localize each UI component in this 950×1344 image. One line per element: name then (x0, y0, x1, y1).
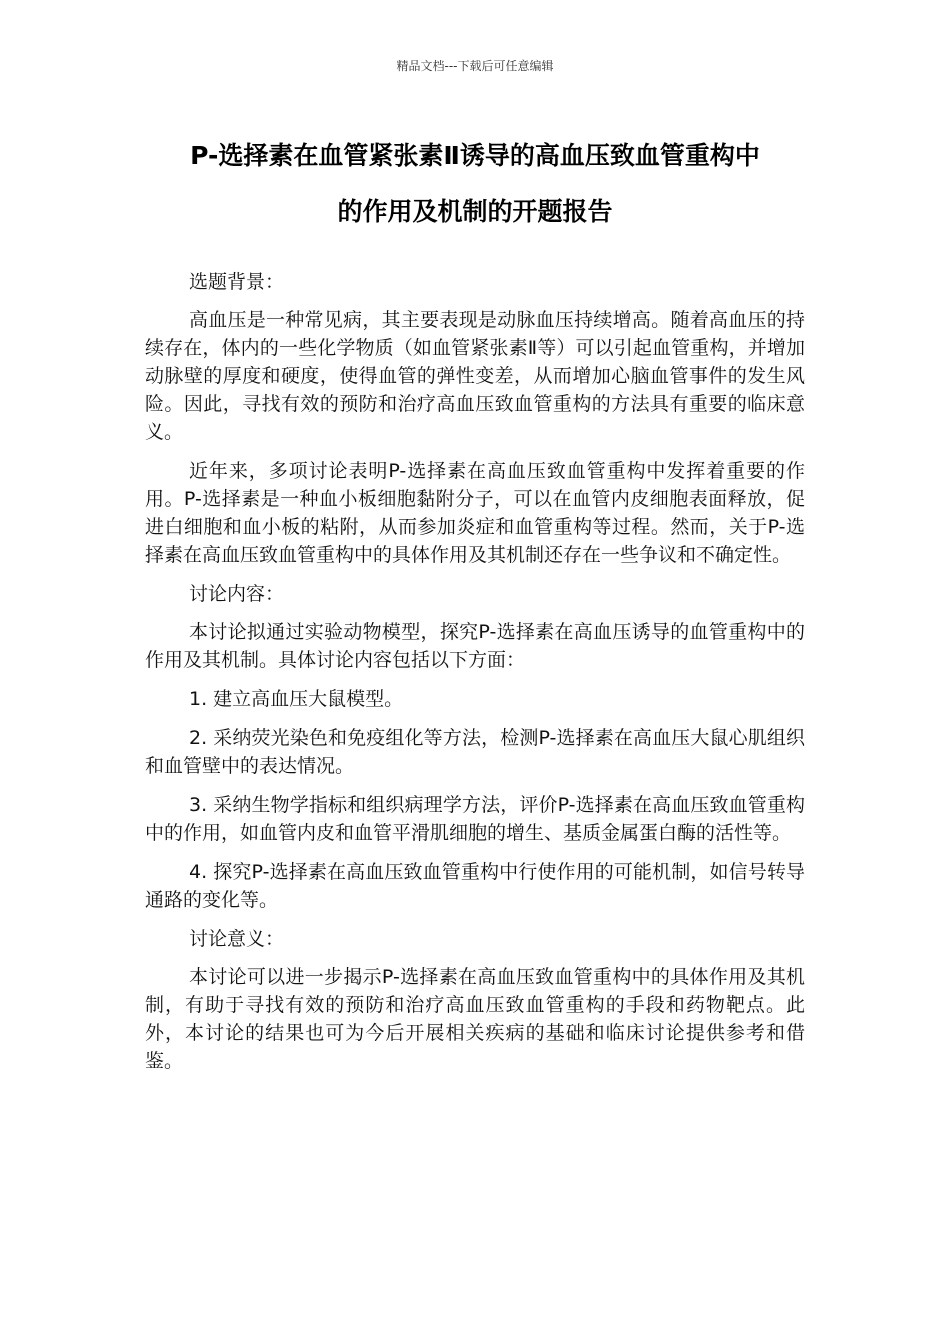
background-heading: 选题背景： (189, 271, 285, 293)
document-title (140, 128, 810, 240)
title-line-2: 的作用及机制的开题报告 (337, 197, 613, 226)
content-item-3: 3. 采纳生物学指标和组织病理学方法，评价P-选择素在高血压致血管重构中的作用，如血管内皮和血管平滑肌细胞的增生、基质金属蛋白酶的活性等。 (145, 794, 805, 844)
document-body (145, 268, 805, 1086)
content-heading: 讨论内容： (189, 583, 285, 605)
significance-heading: 讨论意义： (189, 928, 285, 950)
content-item-2: 2. 采纳荧光染色和免疫组化等方法，检测P-选择素在高血压大鼠心肌组织和血管壁中的表达情况。 (145, 727, 805, 777)
background-paragraph-2: 近年来，多项讨论表明P-选择素在高血压致血管重构中发挥着重要的作用。P-选择素是一种血小板细胞黏附分子，可以在血管内皮细胞表面释放，促进白细胞和血小板的粘附，从而参加炎症和血管重构等过程。然而，关于P-选择素在高血压致血管重构中的具体作用及其机制还存在一些争议和不确定性。 (145, 460, 805, 566)
header-note: 精品文档---下载后可任意编辑 (396, 59, 554, 73)
significance-paragraph: 本讨论可以进一步揭示P-选择素在高血压致血管重构中的具体作用及其机制，有助于寻找有效的预防和治疗高血压致血管重构的手段和药物靶点。此外，本讨论的结果也可为今后开展相关疾病的基础和临床讨论提供参考和借鉴。 (145, 966, 805, 1072)
content-intro: 本讨论拟通过实验动物模型，探究P-选择素在高血压诱导的血管重构中的作用及其机制。具体讨论内容包括以下方面： (145, 621, 805, 671)
content-item-1: 1. 建立高血压大鼠模型。 (189, 688, 404, 710)
background-paragraph-1: 高血压是一种常见病，其主要表现是动脉血压持续增高。随着高血压的持续存在，体内的一些化学物质（如血管紧张素Ⅱ等）可以引起血管重构，并增加动脉壁的厚度和硬度，使得血管的弹性变差，从而增加心脑血管事件的发生风险。因此，寻找有效的预防和治疗高血压致血管重构的方法具有重要的临床意义。 (145, 309, 805, 443)
title-line-1: P-选择素在血管紧张素Ⅱ诱导的高血压致血管重构中 (190, 141, 760, 170)
content-item-4: 4. 探究P-选择素在高血压致血管重构中行使作用的可能机制，如信号转导通路的变化等。 (145, 861, 805, 911)
